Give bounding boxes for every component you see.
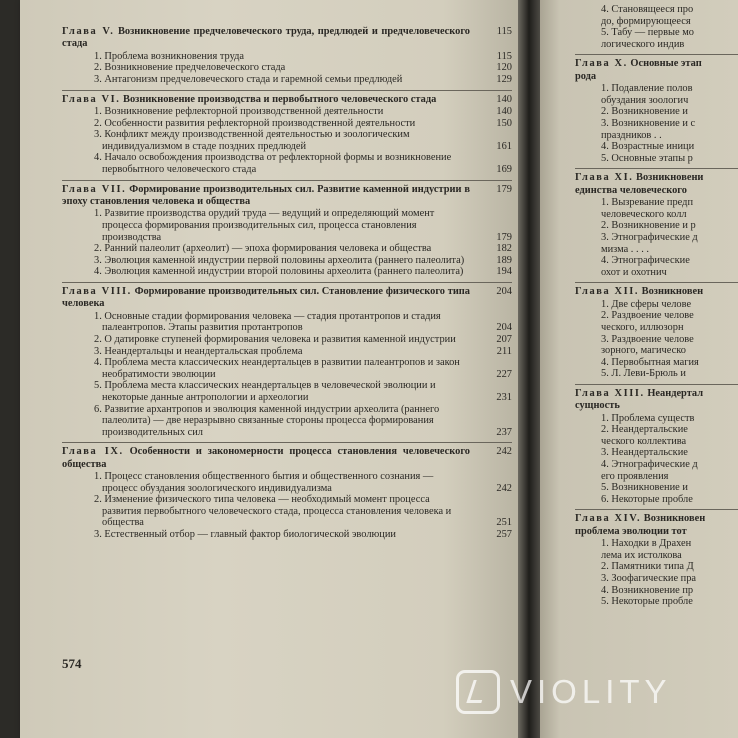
page-ref: 242 bbox=[496, 482, 512, 494]
page-ref: 204 bbox=[496, 322, 512, 334]
chapter-title bbox=[575, 388, 738, 413]
toc-entry bbox=[62, 494, 512, 529]
entry-text: охот и охотнич bbox=[601, 266, 667, 278]
entry-text: 3. Эволюция каменной индустрии первой половины археолита (раннего палеолита) bbox=[94, 254, 465, 266]
chapter-text-continued: проблема эволюции тот bbox=[575, 525, 687, 537]
chapter-label: Глава XIII. bbox=[575, 387, 645, 399]
chapter-label: Глава VIII. bbox=[62, 285, 132, 297]
page-ref: 204 bbox=[496, 285, 512, 297]
toc-entry bbox=[62, 471, 512, 494]
entry-text: 4. Первобытная магия bbox=[601, 356, 699, 368]
divider-rule bbox=[575, 509, 738, 510]
entry-text: 3. Раздвоение челове bbox=[601, 333, 694, 345]
chapter-label: Глава IX. bbox=[62, 446, 124, 458]
entry-text: 5. Некоторые пробле bbox=[601, 596, 693, 608]
entry-text: 1. Проблема возникновения труда bbox=[94, 50, 245, 62]
entry-text: ческого, иллюзорн bbox=[601, 321, 684, 333]
entry-text: 4. Эволюция каменной индустрии второй половины археолита (раннего палеолита) bbox=[94, 266, 464, 278]
page-ref: 257 bbox=[496, 529, 512, 541]
page-ref: 140 bbox=[496, 106, 512, 117]
toc-entry bbox=[575, 550, 738, 562]
divider-rule bbox=[575, 282, 738, 283]
toc-entry bbox=[62, 51, 512, 63]
entry-text: 4. Начало освобождения производства от рефлекторной формы и возникновение первобытного человеческого стада bbox=[94, 152, 452, 175]
page-ref: 237 bbox=[496, 426, 512, 438]
page-ref: 182 bbox=[496, 243, 512, 255]
chapter-heading bbox=[575, 172, 738, 197]
page-ref: 129 bbox=[496, 74, 512, 85]
chapter-heading bbox=[62, 184, 512, 209]
chapter-text: Возникновен bbox=[641, 286, 704, 298]
entry-text: человеческого колл bbox=[601, 208, 687, 220]
entry-text: 1. Возникновение рефлекторной производственной деятельности bbox=[94, 106, 384, 117]
entry-text: 2. О датировке ступеней формирования человека и развития каменной индустрии bbox=[94, 333, 456, 345]
chapter-label: Глава X. bbox=[575, 58, 628, 70]
toc-entry bbox=[575, 413, 738, 425]
entry-text: 5. Возникновение и bbox=[601, 482, 688, 494]
page-ref: 242 bbox=[496, 446, 512, 458]
entry-text: зорного, магическо bbox=[601, 345, 686, 357]
toc-entry bbox=[62, 106, 512, 118]
toc-entry bbox=[575, 255, 738, 267]
entry-text: 1. Две сферы челове bbox=[601, 298, 692, 310]
chapter-title bbox=[575, 58, 738, 83]
toc-entry bbox=[575, 471, 738, 483]
chapter-text-continued: сущность bbox=[575, 400, 620, 412]
chapter-title bbox=[62, 26, 512, 51]
entry-text: 1. Проблема существ bbox=[601, 412, 695, 424]
divider-rule bbox=[62, 90, 512, 91]
page-ref: 115 bbox=[496, 26, 512, 37]
page-ref: 169 bbox=[496, 163, 512, 175]
toc-entry bbox=[62, 62, 512, 74]
entry-text: 1. Находки в Драхен bbox=[601, 538, 692, 550]
toc-entry bbox=[62, 529, 512, 541]
toc-entry bbox=[575, 310, 738, 322]
divider-rule bbox=[575, 384, 738, 385]
chapter-title bbox=[62, 94, 512, 106]
entry-text: праздников . . bbox=[601, 129, 662, 141]
entry-text: 3. Неандертальцы и неандертальская проблема bbox=[94, 345, 303, 357]
chapter-text: Возникновени bbox=[636, 172, 704, 184]
page-ref: 189 bbox=[496, 254, 512, 266]
entry-text: 4. Этнографические д bbox=[601, 459, 698, 471]
toc-entry bbox=[62, 118, 512, 130]
toc-entry bbox=[575, 95, 738, 107]
watermark-text: VIOLITY bbox=[510, 673, 672, 710]
toc-entry bbox=[62, 357, 512, 380]
toc-entry bbox=[575, 538, 738, 550]
toc-entry bbox=[575, 299, 738, 311]
chapter-label: Глава XII. bbox=[575, 286, 640, 298]
entry-text: 2. Изменение физического типа человека — необходимый момент процесса развития первобытного человеческого стада, процесса становления человека и общества bbox=[94, 494, 452, 529]
divider-rule bbox=[62, 442, 512, 443]
entry-text: 3. Возникновение и с bbox=[601, 117, 696, 129]
entry-text: обуздания зоологич bbox=[601, 94, 689, 106]
chapter-text: Основные этап bbox=[630, 58, 702, 70]
entry-text: 6. Развитие архантропов и эволюция каменной индустрии археолита (раннего палеолита) — две неразрывно связанные стороны процесса формирования производительных сил bbox=[94, 403, 440, 438]
chapter-heading bbox=[575, 388, 738, 413]
chapter-text: Возникновение производства и первобытного человеческого стада bbox=[123, 93, 437, 105]
chapter-label: Глава XI. bbox=[575, 172, 634, 184]
divider-rule bbox=[62, 180, 512, 181]
book-gutter bbox=[518, 0, 540, 738]
entry-text: его проявления bbox=[601, 470, 669, 482]
entry-text: 1. Процесс становления общественного бытия и общественного сознания — процесс обуздания зоологического индивидуализма bbox=[94, 471, 434, 494]
toc-entry bbox=[62, 404, 512, 439]
toc-entry bbox=[575, 561, 738, 573]
page-ref: 179 bbox=[496, 231, 512, 243]
chapter-text: Возникновение предчеловеческого труда, предлюдей и предчеловеческого стада bbox=[62, 26, 470, 50]
chapter-text: Формирование производительных сил. Развитие каменной индустрии в эпоху становления человека и общества bbox=[62, 183, 470, 207]
toc-entry bbox=[575, 482, 738, 494]
chapter-heading bbox=[62, 446, 512, 471]
chapter-title bbox=[575, 286, 738, 298]
page-ref: 161 bbox=[496, 140, 512, 152]
entry-text: 5. Л. Леви-Брюль и bbox=[601, 368, 686, 380]
entry-text: 1. Основные стадии формирования человека — стадия протантропов и стадия палеантропов. Этапы развития протантропов bbox=[94, 310, 441, 334]
page-ref: 150 bbox=[496, 117, 512, 129]
divider-rule bbox=[575, 54, 738, 55]
page-ref: 194 bbox=[496, 266, 512, 278]
entry-text: 4. Этнографические bbox=[601, 255, 690, 267]
chapter-label: Глава VI. bbox=[62, 93, 121, 105]
toc-entry bbox=[575, 436, 738, 448]
page-number: 574 bbox=[62, 656, 82, 671]
page-ref: 211 bbox=[496, 345, 512, 357]
toc-entry bbox=[575, 322, 738, 334]
entry-text: 2. Неандертальские bbox=[601, 424, 688, 436]
entry-text: 3. Антагонизм предчеловеческого стада и гаремной семьи предлюдей bbox=[94, 74, 403, 85]
chapter-text: Формирование производительных сил. Становление физического типа человека bbox=[62, 285, 470, 310]
entry-text: ческого коллектива bbox=[601, 435, 687, 447]
toc-entry bbox=[575, 153, 738, 165]
page-ref: 115 bbox=[496, 50, 512, 62]
toc-entry bbox=[575, 494, 738, 506]
chapter-heading bbox=[62, 26, 512, 51]
toc-entry bbox=[575, 27, 738, 39]
entry-text: 4. Становящееся про bbox=[601, 4, 694, 15]
toc-entry bbox=[575, 130, 738, 142]
chapter-title bbox=[62, 184, 512, 209]
entry-text: 1. Вызревание предп bbox=[601, 197, 694, 209]
page-ref: 179 bbox=[496, 183, 512, 195]
chapter-text: Возникновен bbox=[643, 513, 706, 525]
entry-text: 5. Табу — первые мо bbox=[601, 27, 694, 39]
chapter-title bbox=[62, 446, 512, 471]
violity-logo-icon bbox=[456, 670, 500, 714]
toc-entry bbox=[575, 267, 738, 279]
toc-entry bbox=[575, 16, 738, 28]
toc-entry bbox=[575, 357, 738, 369]
chapter-heading bbox=[575, 286, 738, 298]
toc-entry bbox=[62, 152, 512, 175]
chapter-label: Глава XIV. bbox=[575, 513, 642, 525]
entry-text: 4. Возрастные иници bbox=[601, 141, 695, 153]
entry-text: 3. Неандертальские bbox=[601, 447, 688, 459]
chapter-heading bbox=[62, 94, 512, 106]
toc-entry bbox=[575, 209, 738, 221]
entry-text: логического индив bbox=[601, 38, 685, 50]
chapter-label: Глава V. bbox=[62, 26, 115, 37]
toc-entry bbox=[62, 243, 512, 255]
chapter-title bbox=[575, 172, 738, 197]
chapter-text: Неандертал bbox=[647, 387, 704, 399]
entry-text: лема их истолкова bbox=[601, 549, 682, 561]
entry-text: 2. Особенности развития рефлекторной производственной деятельности bbox=[94, 117, 416, 129]
page-ref: 120 bbox=[496, 62, 512, 74]
entry-text: 2. Возникновение предчеловеческого стада bbox=[94, 62, 286, 74]
entry-text: 3. Зоофагические пра bbox=[601, 573, 697, 585]
toc-entry bbox=[575, 447, 738, 459]
chapter-heading bbox=[575, 513, 738, 538]
entry-text: 2. Памятники типа Д bbox=[601, 561, 694, 573]
table-of-contents-left bbox=[62, 24, 512, 541]
toc-entry bbox=[62, 208, 512, 243]
page-ref: 227 bbox=[496, 368, 512, 380]
toc-entry bbox=[575, 424, 738, 436]
toc-entry bbox=[575, 244, 738, 256]
toc-entry bbox=[575, 334, 738, 346]
entry-text: 6. Некоторые пробле bbox=[601, 493, 693, 505]
toc-entry bbox=[575, 197, 738, 209]
entry-text: мизма . . . . bbox=[601, 243, 649, 255]
toc-entry bbox=[575, 585, 738, 597]
entry-text: 2. Возникновение и р bbox=[601, 220, 696, 232]
toc-entry bbox=[575, 39, 738, 51]
chapter-text-continued: рода bbox=[575, 70, 597, 82]
toc-entry bbox=[575, 106, 738, 118]
entry-text: 1. Развитие производства орудий труда — ведущий и определяющий момент процесса формирования производительных сил, процесса становления производства bbox=[94, 208, 435, 243]
toc-entry bbox=[575, 232, 738, 244]
chapter-heading bbox=[575, 58, 738, 83]
chapter-label: Глава VII. bbox=[62, 183, 127, 195]
entry-text: 4. Возникновение пр bbox=[601, 584, 694, 596]
page-ref: 231 bbox=[496, 391, 512, 403]
entry-text: 2. Ранний палеолит (археолит) — эпоха формирования человека и общества bbox=[94, 243, 432, 255]
chapter-title bbox=[575, 513, 738, 538]
page-ref: 207 bbox=[496, 333, 512, 345]
entry-text: 2. Раздвоение челове bbox=[601, 310, 694, 322]
toc-entry bbox=[62, 346, 512, 358]
entry-text: 5. Проблема места классических неандертальцев в человеческой эволюции и некоторые данные антропологии и археологии bbox=[94, 380, 436, 403]
entry-text: 3. Конфликт между производственной деятельностью и зоологическим индивидуализмом в стаде поздних предлюдей bbox=[94, 129, 410, 152]
chapter-text-continued: единства человеческого bbox=[575, 184, 687, 196]
toc-entry bbox=[62, 380, 512, 403]
entry-text: 5. Основные этапы р bbox=[601, 152, 693, 164]
divider-rule bbox=[575, 168, 738, 169]
entry-text: 4. Проблема места классических неандертальцев в развитии палеантропов и закон необратимости эволюции bbox=[94, 357, 460, 380]
page-ref: 140 bbox=[496, 93, 512, 105]
toc-entry bbox=[575, 141, 738, 153]
chapter-heading bbox=[62, 286, 512, 311]
chapter-text: Особенности и закономерности процесса становления человеческого общества bbox=[62, 446, 470, 470]
toc-entry bbox=[575, 596, 738, 608]
toc-entry bbox=[62, 129, 512, 152]
toc-entry bbox=[62, 311, 512, 334]
table-of-contents-right bbox=[575, 4, 738, 608]
toc-entry bbox=[575, 220, 738, 232]
entry-text: 1. Подавление полов bbox=[601, 83, 693, 95]
toc-entry bbox=[575, 573, 738, 585]
toc-entry bbox=[575, 368, 738, 380]
chapter-title bbox=[62, 286, 512, 311]
toc-entry bbox=[575, 4, 738, 16]
divider-rule bbox=[62, 282, 512, 283]
watermark bbox=[456, 667, 672, 717]
entry-text: 3. Этнографические д bbox=[601, 231, 698, 243]
toc-entry bbox=[62, 74, 512, 86]
entry-text: 2. Возникновение и bbox=[601, 106, 688, 118]
toc-entry bbox=[575, 83, 738, 95]
toc-entry bbox=[62, 255, 512, 267]
entry-text: 3. Естественный отбор — главный фактор биологической эволюции bbox=[94, 529, 396, 541]
page-ref: 251 bbox=[496, 517, 512, 529]
toc-entry bbox=[575, 345, 738, 357]
toc-entry bbox=[62, 266, 512, 278]
toc-entry bbox=[575, 459, 738, 471]
toc-entry bbox=[62, 334, 512, 346]
entry-text: до, формирующееся bbox=[601, 15, 691, 27]
toc-entry bbox=[575, 118, 738, 130]
